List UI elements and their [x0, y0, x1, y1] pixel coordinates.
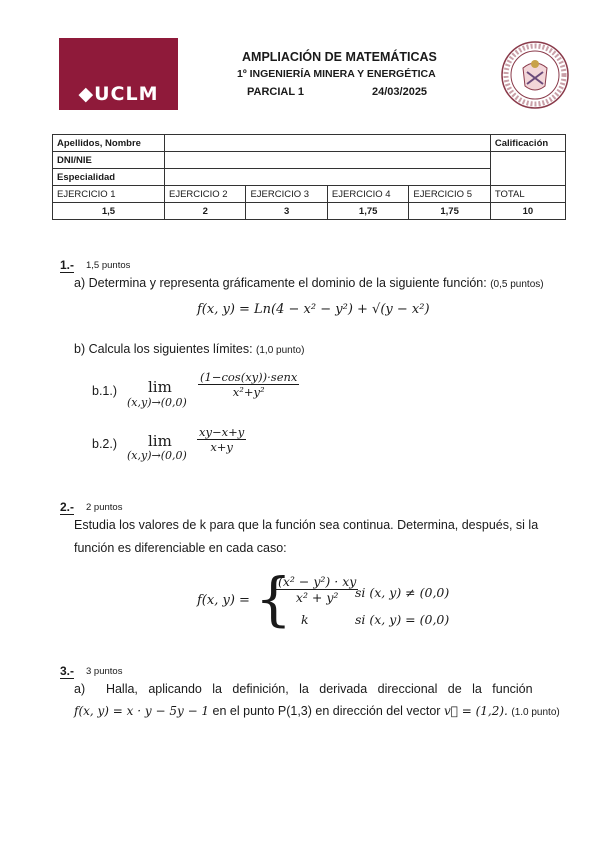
exercise-header-row — [53, 186, 566, 203]
question-3a-text: a) Halla, aplicando la definición, la derivada direccional de la función — [74, 682, 533, 696]
limit-b2-frac — [197, 425, 246, 454]
question-3a-vector: v⃗ = (1,2). — [443, 704, 508, 718]
question-1a-points: (0,5 puntos) — [490, 279, 544, 290]
question-3a-statement-2: en el punto P(1,3) en dirección del vector — [209, 704, 444, 718]
question-1b-text — [74, 342, 304, 356]
question-3-number — [60, 664, 74, 678]
piecewise-case-1-frac — [276, 574, 358, 605]
exercise-points: 1,75 — [327, 203, 408, 220]
exercise-header: EJERCICIO 3 — [246, 186, 327, 203]
speciality-label: Especialidad — [53, 169, 165, 186]
question-2-number-text: 2.- — [60, 500, 75, 514]
piecewise-case-1-numerator: (x² − y²) · xy — [278, 574, 357, 589]
exercise-points: 3 — [246, 203, 327, 220]
question-1a-formula: f(x, y) = Ln(4 − x² − y²) + √(y − x²) — [197, 302, 430, 317]
limit-b1-fraction — [198, 370, 299, 399]
grade-label: Calificación — [490, 135, 565, 152]
limit-b2-label: b.2.) — [92, 437, 118, 451]
question-3a-points: (1.0 punto) — [511, 707, 560, 718]
exercise-points: 10 — [490, 203, 565, 220]
piecewise-brace: { — [255, 565, 292, 633]
piecewise-case-2-value: k — [301, 612, 309, 627]
question-2-text-1: Estudia los valores de k para que la función sea continua. Determina, después, si la — [74, 518, 539, 532]
id-label: DNI/NIE — [53, 152, 165, 169]
question-1b-points: (1,0 punto) — [256, 345, 305, 356]
limit-b1-label: b.1.) — [92, 384, 118, 398]
exercise-points: 2 — [164, 203, 245, 220]
question-1b-statement: b) Calcula los siguientes límites: — [74, 342, 253, 356]
question-2-points: 2 puntos — [86, 502, 123, 513]
question-1-number-text: 1.- — [60, 258, 75, 272]
course-title: AMPLIACIÓN DE MATEMÁTICAS — [242, 50, 437, 64]
logo-text: ◆UCLM — [78, 83, 159, 105]
degree-name: 1º INGENIERÍA MINERA Y ENERGÉTICA — [237, 68, 436, 80]
exercise-header: EJERCICIO 4 — [327, 186, 408, 203]
name-field[interactable] — [164, 135, 490, 152]
exercise-points-row — [53, 203, 566, 220]
limit-b1-frac — [198, 370, 299, 399]
limit-b1-operator: lim — [148, 378, 172, 396]
exercise-points: 1,75 — [409, 203, 490, 220]
speciality-field[interactable] — [164, 169, 490, 186]
question-1a-statement: a) Determina y representa gráficamente el dominio de la siguiente función: — [74, 276, 487, 290]
exercise-header: EJERCICIO 2 — [164, 186, 245, 203]
exam-name: PARCIAL 1 — [247, 86, 305, 98]
piecewise-case-2-condition: si (x, y) = (0,0) — [355, 612, 450, 627]
piecewise-case-1-condition: si (x, y) ≠ (0,0) — [355, 585, 450, 600]
question-1-points: 1,5 puntos — [86, 260, 131, 271]
question-1-number — [60, 258, 74, 272]
piecewise-function-label: f(x, y) = — [197, 593, 250, 608]
exercise-header: EJERCICIO 5 — [409, 186, 490, 203]
question-3a-text-2 — [74, 704, 560, 718]
exercise-header: EJERCICIO 1 — [53, 186, 165, 203]
grade-field[interactable] — [490, 152, 565, 186]
student-info-table — [52, 134, 566, 220]
limit-b2-operator: lim — [148, 432, 172, 450]
uclm-logo — [59, 38, 178, 110]
name-label: Apellidos, Nombre — [53, 135, 165, 152]
piecewise-case-1-denominator: x² + y² — [295, 590, 339, 605]
limit-b1-subscript: (x,y)→(0,0) — [127, 396, 187, 409]
question-2-number — [60, 500, 74, 514]
limit-b1-denominator: x²+y² — [232, 385, 265, 399]
limit-b2-subscript: (x,y)→(0,0) — [127, 449, 187, 462]
exercise-points: 1,5 — [53, 203, 165, 220]
limit-b1-numerator: (1−cos(xy))·senx — [200, 370, 298, 384]
limit-b2-fraction — [197, 425, 246, 454]
exercise-header: TOTAL — [490, 186, 565, 203]
question-3-number-text: 3.- — [60, 664, 75, 678]
question-3a-formula: f(x, y) = x · y − 5y − 1 — [74, 704, 210, 718]
piecewise-case-1-fraction — [276, 574, 358, 605]
exam-date: 24/03/2025 — [372, 86, 428, 98]
question-1a-text — [74, 276, 544, 290]
question-3-points: 3 puntos — [86, 666, 123, 677]
id-field[interactable] — [164, 152, 490, 169]
limit-b2-numerator: xy−x+y — [199, 425, 245, 439]
question-2-text-2: función es diferenciable en cada caso: — [74, 541, 287, 555]
limit-b2-denominator: x+y — [210, 440, 233, 454]
university-seal-icon — [500, 40, 570, 110]
